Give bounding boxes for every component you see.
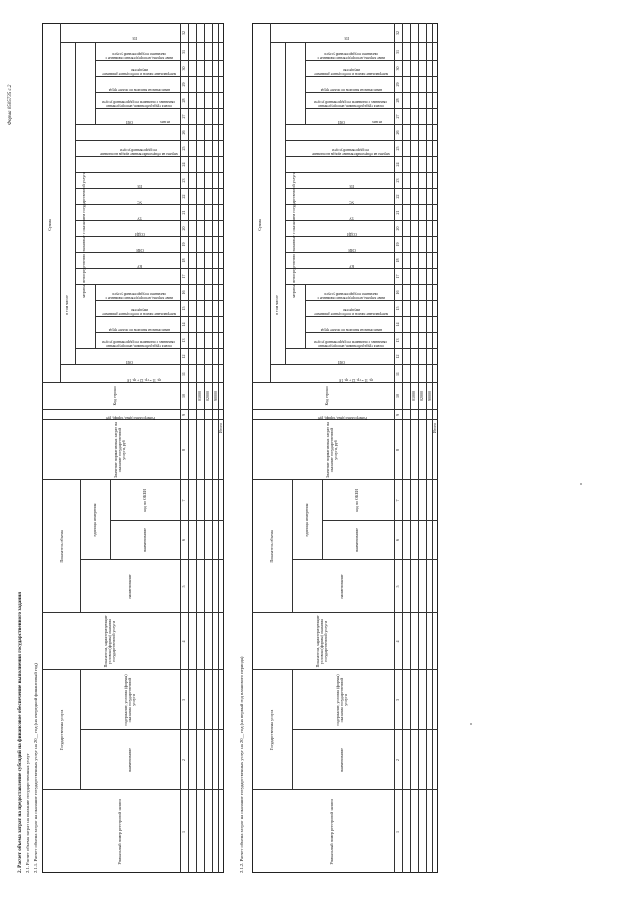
hdr-volume-value: Размер платы (цена, тариф), руб	[105, 416, 155, 420]
col-num: 28	[180, 98, 186, 103]
hdr-sodi: СОДИ	[135, 232, 145, 236]
col-num: 29	[180, 82, 186, 87]
hdr-unit-name-2: наименование	[353, 527, 359, 553]
col-num-2: 21	[394, 210, 400, 215]
hdr-salary-other-4: начисления на выплаты по оплате труда	[320, 88, 382, 92]
col-num-2: 1	[394, 831, 400, 833]
col-num: 7	[180, 499, 186, 502]
hdr-service-name-2: наименование	[338, 747, 344, 773]
col-num-2: 2	[394, 759, 400, 761]
col-num: 9	[180, 414, 186, 416]
row-code: 90000	[212, 391, 218, 401]
itogo-label: Итого	[218, 422, 224, 434]
hdr-unit-code-2: код по ОКЕИ	[353, 489, 359, 512]
col-num-2: 16	[394, 290, 400, 295]
hdr-salary-main-4: оплата труда работников, непосредственно связанных с оказанием государственной услуги	[314, 100, 388, 108]
subsection-1-2-title: 2.1.2. Расчет объема затрат на оказание государственных услуг на 20__ год (на первый год планового периода)	[239, 656, 244, 873]
col-num: 17	[180, 274, 186, 279]
hdr-sum-2: Сумма	[256, 219, 262, 231]
hdr-ku-2: КУ	[349, 264, 355, 268]
hdr-conditions-2: Показатели, характеризующие условия (формы) оказания государственной услуги	[314, 615, 329, 668]
form-label: Форма 0505735 с.2	[8, 84, 13, 125]
hdr-conditions: Показатели, характеризующие условия (формы) оказания государственной услуги	[102, 615, 117, 668]
col-num-2: 3	[394, 699, 400, 701]
subsection-title: 2.1. Расчет объема затрат на оказание государственных услуг	[25, 753, 30, 873]
col-num-2: 25	[394, 146, 400, 151]
hdr-of-which: из них	[160, 120, 170, 124]
col-num: 16	[180, 290, 186, 295]
hdr-us: УС	[137, 200, 143, 204]
row-code-2: 01000	[410, 391, 416, 401]
hdr-service: Государственная услуга	[58, 709, 64, 751]
col-num: 31	[180, 50, 186, 54]
row-code-2: 02000	[418, 391, 424, 401]
hdr-ku: КУ	[137, 264, 143, 268]
col-num: 1	[180, 831, 186, 833]
col-num-2: 23	[394, 178, 400, 183]
hdr-materials-2: материальные запасы и особо ценное движимое имущество	[102, 68, 176, 76]
hdr-base-costs: затраты, непосредственно связанные с оказанием государственной услуги	[80, 171, 86, 299]
hdr-unit-code: код по ОКЕИ	[141, 489, 147, 512]
hdr-sodi-2: СОДИ	[347, 232, 357, 236]
hdr-of-which-2: из них	[372, 120, 382, 124]
col-num: 11	[180, 372, 186, 376]
hdr-salary-other: начисления на выплаты по оплате труда	[108, 328, 170, 332]
col-num-2: 22	[394, 194, 400, 199]
col-num-2: 14	[394, 322, 400, 327]
row-code: 02000	[204, 391, 210, 401]
col-num-2: 7	[394, 499, 400, 502]
col-num: 26	[180, 130, 186, 135]
col-num: 20	[180, 226, 186, 231]
col-num-2: 28	[394, 98, 400, 103]
hdr-unit: единица измерения	[91, 503, 97, 537]
hdr-pz-4: ПЗ	[344, 36, 350, 40]
col-num-2: 17	[394, 274, 400, 279]
col-num-2: 13	[394, 338, 400, 343]
col-num-2: 20	[394, 226, 400, 231]
col-num-2: 6	[394, 539, 400, 541]
col-num-2: 27	[394, 114, 400, 119]
hdr-service-content-2: содержание, условия (формы) оказания государственной услуги	[334, 674, 349, 726]
col-num-2: 19	[394, 242, 400, 247]
hdr-pz-3: ПЗ	[349, 184, 355, 188]
section-title: 2. Расчет объема затрат на предоставление субсидий на финансовое обеспечение выполнения государственного задания	[17, 591, 23, 873]
subsection-1-1-title: 2.1.1. Расчет объема затрат на оказание государственных услуг на 20__ год (на очередной финансовый год)	[33, 663, 38, 873]
col-num-2: 5	[394, 585, 400, 588]
row-code-2: 90000	[426, 391, 432, 401]
col-num: 18	[180, 258, 186, 263]
col-num-2: 31	[394, 50, 400, 54]
hdr-service-content: содержание, условия (формы) оказания государственной услуги	[122, 674, 137, 726]
hdr-salary-other-2: начисления на выплаты по оплате труда	[108, 88, 170, 92]
hdr-general-needs: затраты на общехозяйственные нужды на оказание государственной услуги	[100, 148, 178, 156]
hdr-service-name: наименование	[126, 747, 132, 773]
hdr-volume-name-2: наименование	[338, 574, 344, 599]
col-num-2: 24	[394, 162, 400, 167]
col-num-2: 30	[394, 66, 400, 71]
col-num: 21	[180, 210, 186, 215]
hdr-ozp: ОЗП	[126, 360, 134, 364]
hdr-unit-name: наименование	[141, 527, 147, 553]
hdr-salary-main: оплата труда работников, непосредственно связанных с оказанием государственной услуги	[102, 340, 176, 348]
hdr-ozp-3: ОЗП	[338, 360, 346, 364]
col-num-2: 29	[394, 82, 400, 87]
col-num-2: 10	[394, 394, 400, 398]
col-num: 27	[180, 114, 186, 119]
hdr-pz-2: ПЗ	[132, 36, 138, 40]
col-num: 2	[180, 759, 186, 761]
hdr-ozp-2: ОЗП	[126, 120, 134, 124]
hdr-other-costs-2: иные затраты, непосредственно связанные с оказанием государственной услуги	[105, 52, 173, 60]
hdr-tu-2: ТУ	[349, 216, 355, 220]
hdr-unique-number-2: Уникальный номер реестровой записи	[328, 799, 334, 865]
hdr-total-formula-2: гр. 11 = гр. 12 + гр. 18	[339, 378, 373, 382]
hdr-row-code-2: Код строки	[323, 386, 329, 406]
hdr-volume-name: наименование	[126, 574, 132, 599]
hdr-salary-main-2: оплата труда работников, непосредственно связанных с оказанием государственной услуги	[102, 100, 176, 108]
col-num-2: 11	[394, 372, 400, 376]
hdr-sni: СНИ	[136, 248, 144, 252]
hdr-normative: Значение нормативных затрат на оказание государственной услуги, руб	[112, 422, 127, 478]
col-num: 30	[180, 66, 186, 71]
hdr-materials: материальные запасы и особо ценное движимое имущество	[102, 308, 176, 316]
col-num: 23	[180, 178, 186, 183]
itogo-label-2: Итого	[432, 422, 438, 434]
col-num: 32	[180, 31, 186, 35]
col-num: 5	[180, 585, 186, 588]
col-num: 13	[180, 338, 186, 343]
hdr-materials-3: материальные запасы и особо ценное движимое имущество	[314, 308, 388, 316]
hdr-base-costs-2: затраты, непосредственно связанные с оказанием государственной услуги	[290, 171, 296, 299]
hdr-normative-2: Значение нормативных затрат на оказание государственной услуги, руб	[324, 422, 339, 478]
col-num: 15	[180, 306, 186, 311]
hdr-ozp-4: ОЗП	[338, 120, 346, 124]
col-num-2: 12	[394, 354, 400, 359]
col-num: 25	[180, 146, 186, 151]
col-num-2: 4	[394, 640, 400, 643]
col-num: 19	[180, 242, 186, 247]
col-num-2: 8	[394, 449, 400, 451]
col-num: 3	[180, 699, 186, 701]
col-num: 12	[180, 354, 186, 359]
hdr-in-total-2: в том числе	[273, 295, 279, 315]
col-num: 6	[180, 539, 186, 541]
hdr-unique-number: Уникальный номер реестровой записи	[116, 799, 122, 865]
col-num-2: 15	[394, 306, 400, 311]
col-num-2: 26	[394, 130, 400, 135]
hdr-other-costs: иные затраты, непосредственно связанные с оказанием государственной услуги	[105, 292, 173, 300]
col-num: 24	[180, 162, 186, 167]
hdr-pz: ПЗ	[137, 184, 143, 188]
col-num: 8	[180, 449, 186, 451]
col-num-2: 32	[394, 31, 400, 35]
hdr-volume-value-2: Размер платы (цена, тариф), руб	[317, 416, 367, 420]
hdr-general-needs-2: затраты на общехозяйственные нужды на оказание государственной услуги	[312, 148, 390, 156]
hdr-other-costs-4: иные затраты, непосредственно связанные с оказанием государственной услуги	[317, 52, 385, 60]
hdr-in-total: в том числе	[63, 295, 69, 315]
hdr-other-costs-3: иные затраты, непосредственно связанные с оказанием государственной услуги	[317, 292, 385, 300]
hdr-volume-2: Показатель объема	[268, 530, 274, 563]
hdr-salary-other-3: начисления на выплаты по оплате труда	[320, 328, 382, 332]
hdr-salary-main-3: оплата труда работников, непосредственно связанных с оказанием государственной услуги	[314, 340, 388, 348]
hdr-row-code: Код строки	[111, 386, 117, 406]
hdr-volume: Показатель объема	[58, 530, 64, 563]
row-code: 01000	[196, 391, 202, 401]
hdr-sni-2: СНИ	[348, 248, 356, 252]
hdr-materials-4: материальные запасы и особо ценное движимое имущество	[314, 68, 388, 76]
hdr-total-formula: гр. 11 = гр. 12 + гр. 18	[127, 378, 161, 382]
hdr-service-2: Государственная услуга	[268, 709, 274, 751]
hdr-tu: ТУ	[137, 216, 143, 220]
col-num: 22	[180, 194, 186, 199]
hdr-unit-2: единица измерения	[303, 503, 309, 537]
col-num: 14	[180, 322, 186, 327]
col-num: 4	[180, 640, 186, 643]
hdr-sum: Сумма	[46, 219, 52, 231]
col-num: 10	[180, 394, 186, 398]
col-num-2: 18	[394, 258, 400, 263]
col-num-2: 9	[394, 414, 400, 416]
hdr-us-2: УС	[349, 200, 355, 204]
